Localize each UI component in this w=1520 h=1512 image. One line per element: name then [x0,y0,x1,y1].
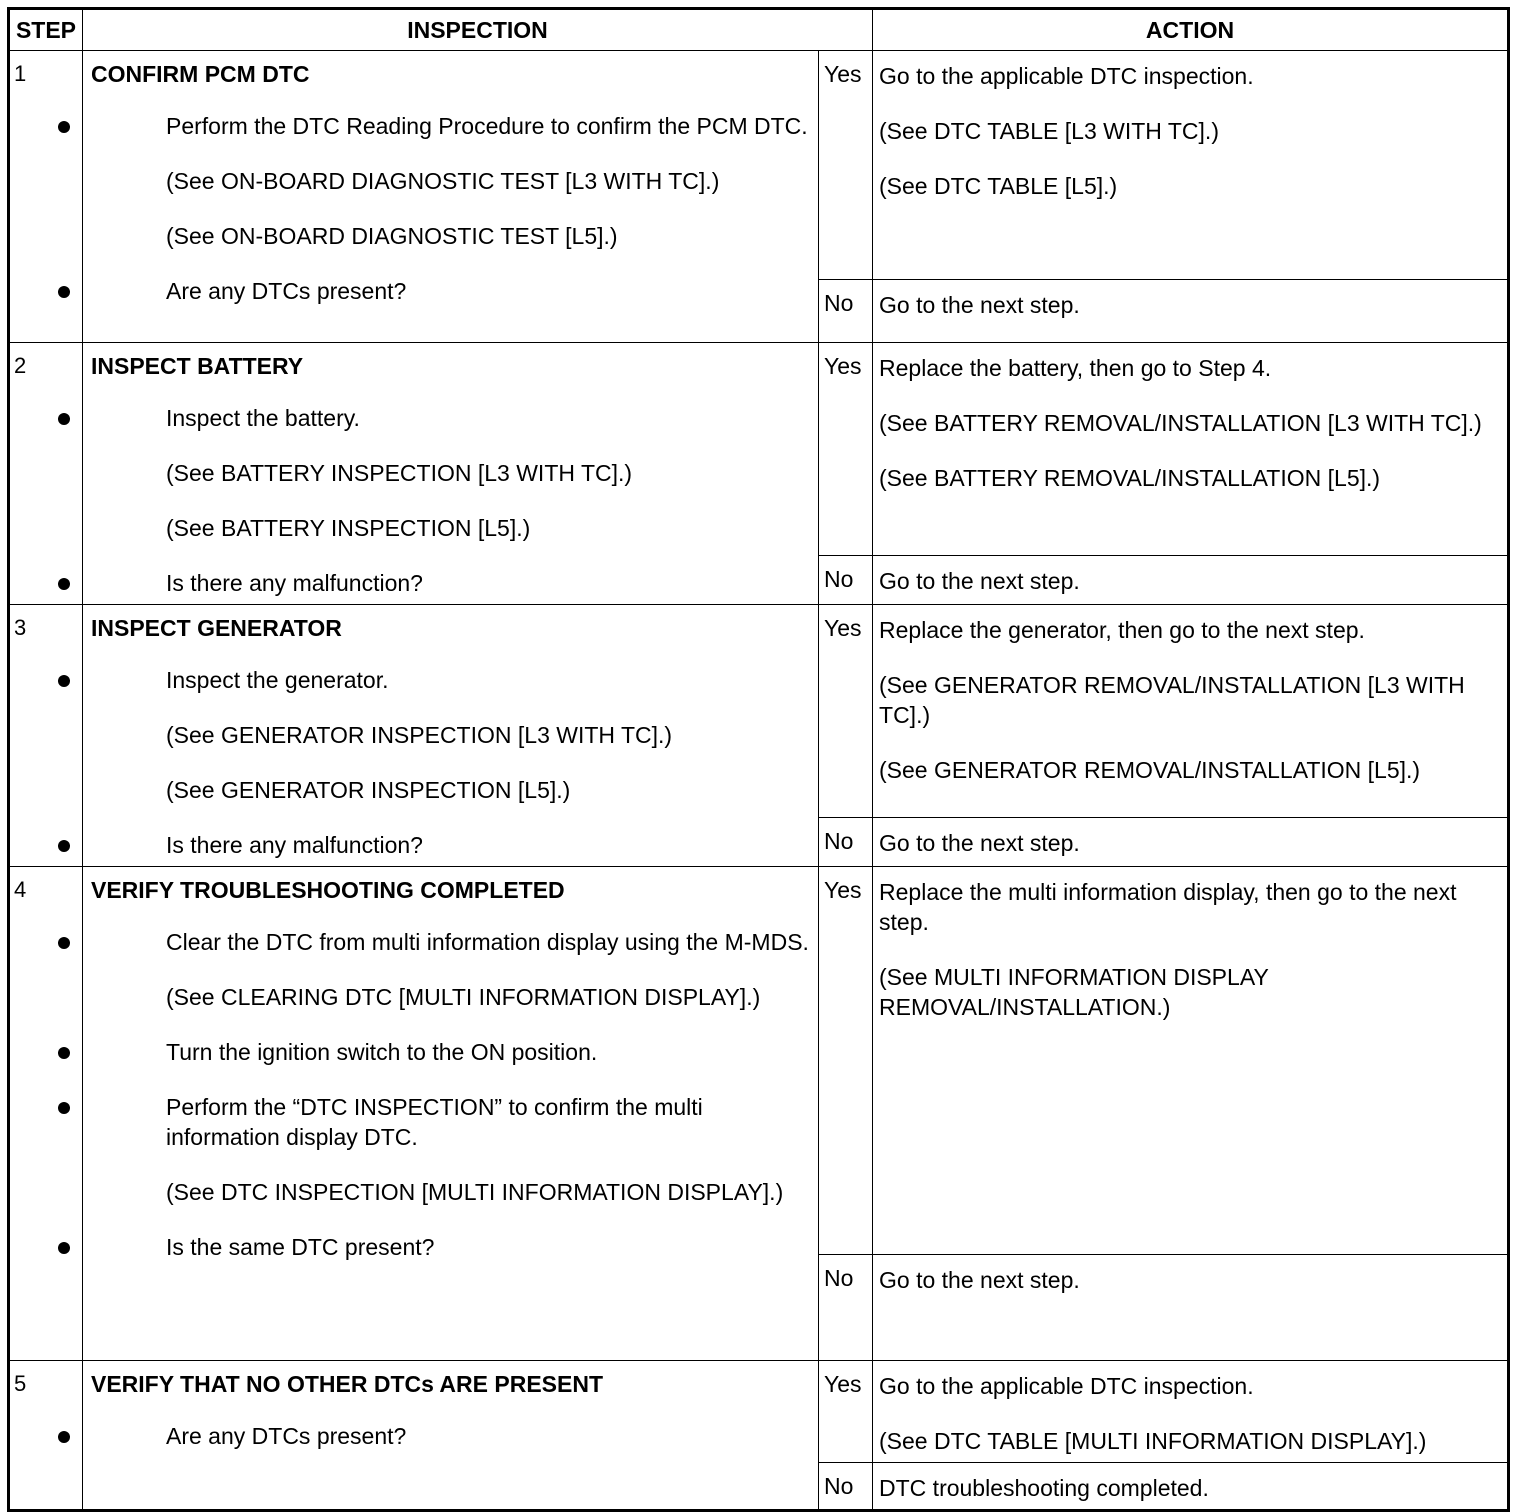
step-number: 3 [9,605,83,867]
inspection-cell [83,1361,819,1511]
header-action: ACTION [873,9,1509,51]
bullet-icon [58,675,70,687]
inspection-bullet-item [91,1421,812,1451]
inspection-text: (See ON-BOARD DIAGNOSTIC TEST [L3 WITH TC].) [166,168,720,194]
action-text: Go to the next step. [879,830,1080,856]
inspection-reference [91,513,812,543]
bullet-icon [58,578,70,590]
inspection-bullet-item [91,568,812,598]
action-text: Replace the generator, then go to the next step. [879,617,1365,643]
inspection-cell [83,605,819,867]
inspection-reference [91,982,812,1012]
bullet-icon [58,1431,70,1443]
inspection-bullet-item [91,403,812,433]
yes-label: Yes [819,1361,873,1463]
inspection-text: Inspect the battery. [166,405,360,431]
bullet-icon [58,286,70,298]
action-text: (See BATTERY REMOVAL/INSTALLATION [L3 WITH TC].) [879,410,1482,436]
inspection-cell [83,343,819,605]
step-number: 5 [9,1361,83,1511]
header-step: STEP [9,9,83,51]
action-text: Go to the next step. [879,292,1080,318]
yes-label: Yes [819,343,873,556]
inspection-text: (See CLEARING DTC [MULTI INFORMATION DISPLAY].) [166,984,761,1010]
inspection-bullet-item [91,927,812,957]
no-label: No [819,818,873,867]
inspection-cell [83,51,819,343]
inspection-text: Turn the ignition switch to the ON position. [166,1039,598,1065]
action-text: Replace the battery, then go to Step 4. [879,355,1272,381]
bullet-icon [58,1102,70,1114]
inspection-text: Are any DTCs present? [166,1423,407,1449]
no-label: No [819,556,873,605]
step-number: 4 [9,867,83,1361]
diagnostic-procedure-table [7,7,1510,1512]
step-number: 1 [9,51,83,343]
action-text: Go to the next step. [879,568,1080,594]
yes-label: Yes [819,605,873,818]
action-text: (See GENERATOR REMOVAL/INSTALLATION [L3 WITH TC].) [879,672,1465,728]
action-text: DTC troubleshooting completed. [879,1475,1209,1501]
inspection-reference [91,720,812,750]
inspection-bullet-item [91,111,812,141]
inspection-cell [83,867,819,1361]
inspection-bullet-item [91,276,812,306]
bullet-icon [58,1242,70,1254]
action-text: (See DTC TABLE [MULTI INFORMATION DISPLAY].) [879,1428,1427,1454]
inspection-reference [91,221,812,251]
inspection-title: INSPECT GENERATOR [91,615,342,641]
no-action [873,1255,1509,1361]
header-inspection: INSPECTION [83,9,873,51]
inspection-text: (See BATTERY INSPECTION [L5].) [166,515,531,541]
inspection-reference [91,166,812,196]
no-action [873,818,1509,867]
inspection-text: (See GENERATOR INSPECTION [L5].) [166,777,571,803]
no-action [873,1463,1509,1511]
inspection-text: (See GENERATOR INSPECTION [L3 WITH TC].) [166,722,673,748]
yes-label: Yes [819,867,873,1255]
inspection-text: Clear the DTC from multi information display using the M-MDS. [166,929,809,955]
step-row-yes [9,1361,1509,1463]
inspection-reference [91,775,812,805]
action-text: (See GENERATOR REMOVAL/INSTALLATION [L5].) [879,757,1421,783]
inspection-title: CONFIRM PCM DTC [91,61,310,87]
inspection-text: Is the same DTC present? [166,1234,435,1260]
yes-action [873,1361,1509,1463]
inspection-text: Perform the “DTC INSPECTION” to confirm the multi information display DTC. [166,1094,703,1150]
bullet-icon [58,413,70,425]
inspection-text: (See DTC INSPECTION [MULTI INFORMATION DISPLAY].) [166,1179,784,1205]
yes-label: Yes [819,51,873,280]
inspection-text: Is there any malfunction? [166,832,423,858]
inspection-text: Are any DTCs present? [166,278,407,304]
no-label: No [819,1255,873,1361]
action-text: Go to the applicable DTC inspection. [879,63,1254,89]
action-text: (See BATTERY REMOVAL/INSTALLATION [L5].) [879,465,1381,491]
inspection-title: VERIFY TROUBLESHOOTING COMPLETED [91,877,565,903]
no-action [873,556,1509,605]
inspection-bullet-item [91,1037,812,1067]
inspection-reference [91,458,812,488]
bullet-icon [58,1047,70,1059]
yes-action [873,343,1509,556]
table-body [9,51,1509,1511]
inspection-text: (See BATTERY INSPECTION [L3 WITH TC].) [166,460,633,486]
yes-action [873,867,1509,1255]
inspection-text: (See ON-BOARD DIAGNOSTIC TEST [L5].) [166,223,618,249]
action-text: Go to the applicable DTC inspection. [879,1373,1254,1399]
no-label: No [819,280,873,343]
inspection-text: Perform the DTC Reading Procedure to confirm the PCM DTC. [166,113,808,139]
step-row-yes [9,605,1509,818]
action-text: Go to the next step. [879,1267,1080,1293]
step-row-yes [9,867,1509,1255]
no-label: No [819,1463,873,1511]
inspection-title: VERIFY THAT NO OTHER DTCs ARE PRESENT [91,1371,604,1397]
no-action [873,280,1509,343]
action-text: (See DTC TABLE [L3 WITH TC].) [879,118,1219,144]
inspection-bullet-item [91,1232,812,1262]
yes-action [873,51,1509,280]
yes-action [873,605,1509,818]
bullet-icon [58,840,70,852]
header-row [9,9,1509,51]
inspection-bullet-item [91,665,812,695]
inspection-reference [91,1177,812,1207]
step-row-yes [9,343,1509,556]
inspection-bullet-item [91,1092,812,1152]
inspection-text: Is there any malfunction? [166,570,423,596]
step-row-yes [9,51,1509,280]
action-text: (See DTC TABLE [L5].) [879,173,1118,199]
action-text: Replace the multi information display, then go to the next step. [879,879,1457,935]
action-text: (See MULTI INFORMATION DISPLAY REMOVAL/INSTALLATION.) [879,964,1269,1020]
bullet-icon [58,121,70,133]
step-number: 2 [9,343,83,605]
inspection-text: Inspect the generator. [166,667,389,693]
bullet-icon [58,937,70,949]
inspection-bullet-item [91,830,812,860]
inspection-title: INSPECT BATTERY [91,353,304,379]
